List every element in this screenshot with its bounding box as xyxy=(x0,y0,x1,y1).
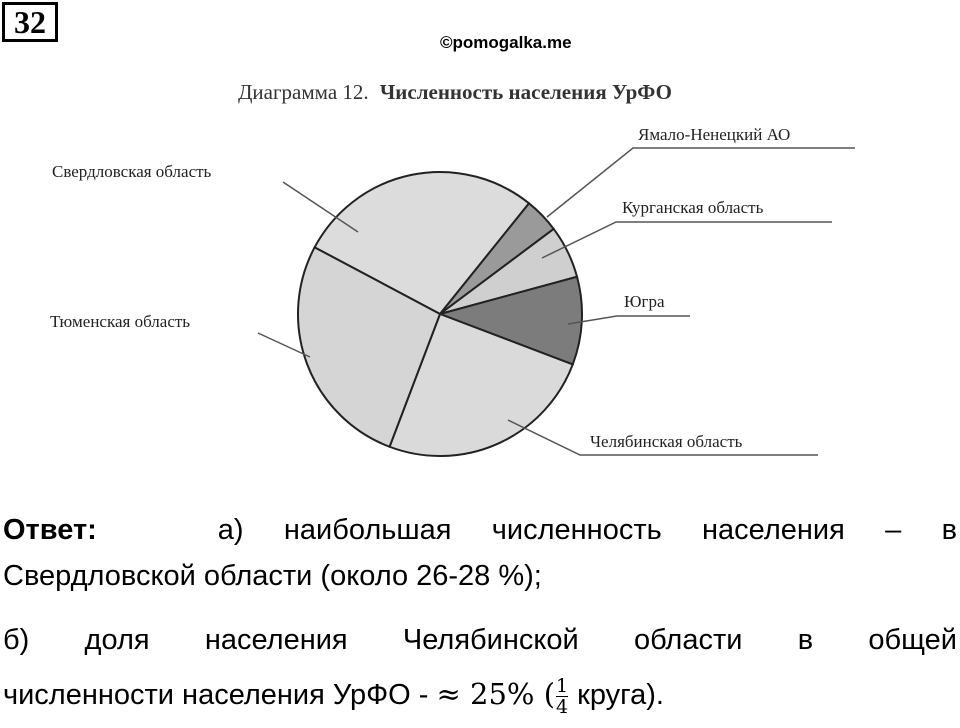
label-tyumen: Тюменская область xyxy=(50,312,191,331)
answer-a-part1: а) наибольшая численность населения – в xyxy=(217,514,957,546)
leader-kurgan xyxy=(542,222,832,258)
label-chelyabinsk: Челябинская область xyxy=(590,432,743,451)
fraction-one-quarter xyxy=(556,676,568,717)
answer-b-part1: б) доля населения Челябинской области в общей xyxy=(3,624,957,656)
answer-a-part2: Свердловской области (около 26-28 %); xyxy=(3,560,542,592)
label-sverdlovsk: Свердловская область xyxy=(52,162,212,181)
pie-slices xyxy=(298,172,582,456)
problem-number: 32 xyxy=(2,2,58,42)
answer-line-a1 xyxy=(3,507,957,553)
answer-label: Ответ: xyxy=(3,514,97,546)
answer-line-a2 xyxy=(3,553,957,599)
answer-line-b2 xyxy=(3,671,957,718)
fraction-denominator: 4 xyxy=(556,695,569,718)
chart-title-main: Численность населения УрФО xyxy=(379,80,672,104)
approx-value: ≈ 25% ( xyxy=(436,677,556,711)
answer-line-b1 xyxy=(3,617,957,663)
leader-yugra xyxy=(568,316,690,324)
answer-b-part3: круга). xyxy=(569,679,664,711)
chart-title xyxy=(238,80,672,104)
watermark: ©pomogalka.me xyxy=(440,33,572,52)
label-yamal: Ямало-Ненецкий АО xyxy=(638,125,791,144)
label-kurgan: Курганская область xyxy=(622,198,764,217)
chart-title-prefix: Диаграмма 12. xyxy=(238,80,369,104)
label-yugra: Югра xyxy=(624,292,665,311)
answer-b-part2: численности населения УрФО - xyxy=(3,679,437,711)
fraction-numerator: 1 xyxy=(556,674,569,697)
